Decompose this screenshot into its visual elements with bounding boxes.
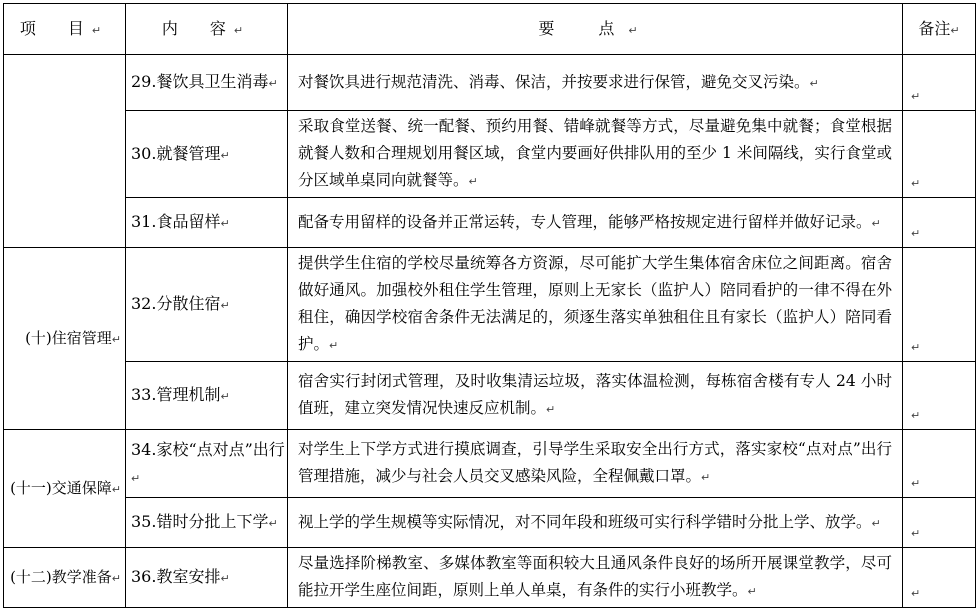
- remarks-cell: ↵: [903, 498, 976, 548]
- item-cell: 35.错时分批上下学↵: [126, 498, 288, 548]
- table-row: [4, 498, 976, 548]
- table-row: [4, 248, 976, 362]
- remarks-cell: ↵: [903, 248, 976, 362]
- points-cell: 宿舍实行封闭式管理，及时收集清运垃圾，落实体温检测，每栋宿舍楼有专人 24 小时值班，建立突发情况快速反应机制。↵: [288, 362, 903, 430]
- table-row: [4, 111, 976, 198]
- category-cell: (十二)教学准备↵: [4, 548, 126, 608]
- remarks-cell: ↵: [903, 430, 976, 498]
- points-cell: 采取食堂送餐、统一配餐、预约用餐、错峰就餐等方式，尽量避免集中就餐；食堂根据就餐人数和合理规划用餐区域，食堂内要画好供排队用的至少 1 米间隔线，实行食堂或分区域单桌同向就餐等。↵: [288, 111, 903, 198]
- remarks-cell: ↵: [903, 548, 976, 608]
- table-row: [4, 198, 976, 248]
- header-points: 要 点↵: [288, 4, 903, 55]
- points-cell: 配备专用留样的设备并正常运转，专人管理，能够严格按规定进行留样并做好记录。↵: [288, 198, 903, 248]
- item-cell: 34.家校“点对点”出行↵: [126, 430, 288, 498]
- item-cell: 32.分散住宿↵: [126, 248, 288, 362]
- header-content: 内 容↵: [126, 4, 288, 55]
- points-cell: 视上学的学生规模等实际情况，对不同年段和班级可实行科学错时分批上学、放学。↵: [288, 498, 903, 548]
- category-cell: (十)住宿管理↵: [4, 248, 126, 430]
- table-row: [4, 548, 976, 608]
- header-remarks: 备注↵: [903, 4, 976, 55]
- table-row: [4, 55, 976, 111]
- item-cell: 33.管理机制↵: [126, 362, 288, 430]
- points-cell: 对学生上下学方式进行摸底调查，引导学生采取安全出行方式，落实家校“点对点”出行管理措施，减少与社会人员交叉感染风险，全程佩戴口罩。↵: [288, 430, 903, 498]
- item-cell: 31.食品留样↵: [126, 198, 288, 248]
- remarks-cell: ↵: [903, 362, 976, 430]
- category-cell: (十一)交通保障↵: [4, 430, 126, 548]
- remarks-cell: ↵: [903, 55, 976, 111]
- points-cell: 提供学生住宿的学校尽量统筹各方资源，尽可能扩大学生集体宿舍床位之间距离。宿舍做好通风。加强校外租住学生管理，原则上无家长（监护人）陪同看护的一律不得在外租住，确因学校宿舍条件无法满足的，须逐生落实单独租住且有家长（监护人）陪同看护。↵: [288, 248, 903, 362]
- table-row: [4, 362, 976, 430]
- category-cell: [4, 55, 126, 248]
- item-cell: 30.就餐管理↵: [126, 111, 288, 198]
- item-cell: 36.教室安排↵: [126, 548, 288, 608]
- table-row: [4, 430, 976, 498]
- remarks-cell: ↵: [903, 111, 976, 198]
- header-item: 项 目↵: [4, 4, 126, 55]
- guideline-table: [3, 3, 976, 608]
- header-row: [4, 4, 976, 55]
- remarks-cell: ↵: [903, 198, 976, 248]
- points-cell: 对餐饮具进行规范清洗、消毒、保洁，并按要求进行保管，避免交叉污染。↵: [288, 55, 903, 111]
- item-cell: 29.餐饮具卫生消毒↵: [126, 55, 288, 111]
- points-cell: 尽量选择阶梯教室、多媒体教室等面积较大且通风条件良好的场所开展课堂教学，尽可能拉开学生座位间距，原则上单人单桌，有条件的实行小班教学。↵: [288, 548, 903, 608]
